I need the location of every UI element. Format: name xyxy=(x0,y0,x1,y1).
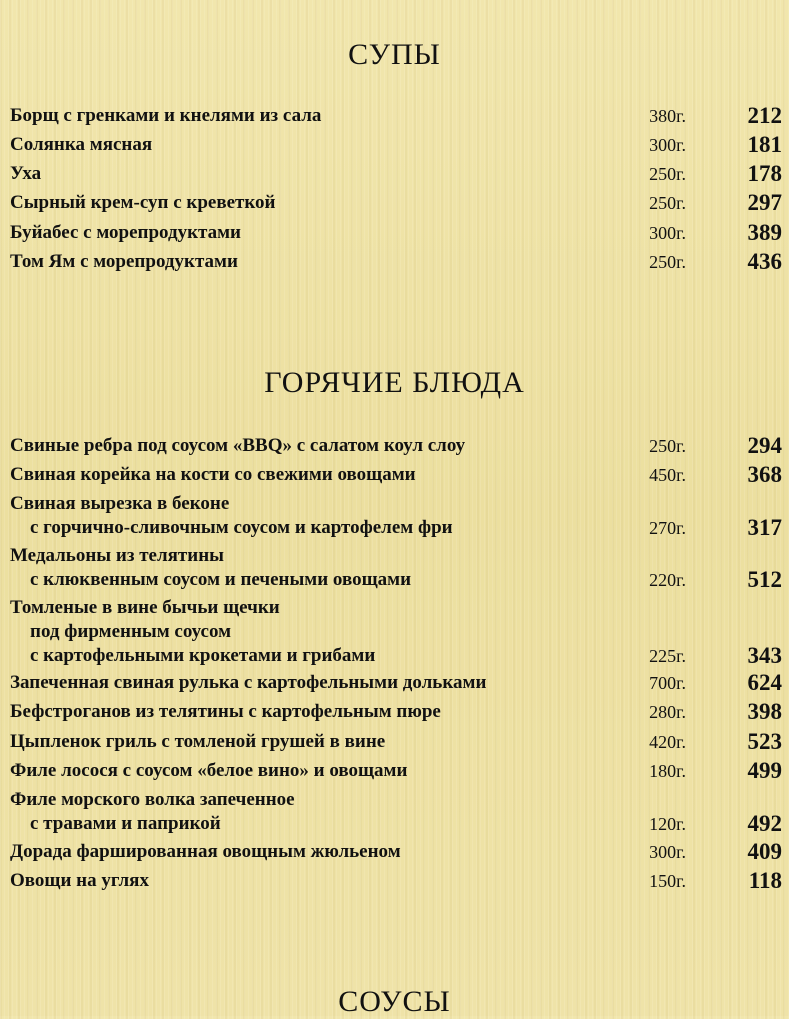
item-name: Солянка мясная xyxy=(10,134,153,155)
item-price: 499 xyxy=(747,758,782,783)
item-name-line-1: Свиная вырезка в беконе xyxy=(10,493,230,514)
item-price: 368 xyxy=(747,462,782,487)
item-name-line-2: под фирменным соусом xyxy=(30,621,232,642)
item-price: 343 xyxy=(747,643,782,668)
item-weight: 250г. xyxy=(649,436,686,456)
item-weight: 300г. xyxy=(649,135,686,155)
section-title-hot-dishes: ГОРЯЧИЕ БЛЮДА xyxy=(264,366,525,399)
item-price: 398 xyxy=(747,699,782,724)
item-price: 624 xyxy=(747,670,782,695)
item-weight: 225г. xyxy=(649,646,686,666)
item-price: 512 xyxy=(747,567,782,592)
menu-item xyxy=(10,463,782,487)
item-name: Том Ям с морепродуктами xyxy=(10,251,238,272)
menu-item xyxy=(10,544,782,592)
menu-item xyxy=(10,162,782,186)
item-price: 178 xyxy=(747,161,782,186)
menu-item xyxy=(10,434,782,458)
menu-item xyxy=(10,759,782,783)
item-name: Уха xyxy=(10,163,42,184)
item-name: Цыпленок гриль с томленой грушей в вине xyxy=(10,731,386,752)
item-name: Овощи на углях xyxy=(10,870,149,891)
item-name: Филе лосося с соусом «белое вино» и овощами xyxy=(10,760,408,781)
item-weight: 300г. xyxy=(649,223,686,243)
item-name-line-2: с клюквенным соусом и печеными овощами xyxy=(30,569,412,590)
item-name-line-2: с горчично-сливочным соусом и картофелем фри xyxy=(30,517,453,538)
item-weight: 420г. xyxy=(649,732,686,752)
menu-item xyxy=(10,104,782,128)
menu-item xyxy=(10,250,782,274)
item-weight: 150г. xyxy=(649,871,686,891)
item-weight: 180г. xyxy=(649,761,686,781)
menu-item xyxy=(10,492,782,540)
item-weight: 270г. xyxy=(649,518,686,538)
menu-item xyxy=(10,869,782,893)
menu-item xyxy=(10,730,782,754)
menu-item xyxy=(10,840,782,864)
item-price: 181 xyxy=(747,132,782,157)
menu-item xyxy=(10,788,782,836)
item-price: 436 xyxy=(747,249,782,274)
item-price: 409 xyxy=(747,839,782,864)
item-weight: 120г. xyxy=(649,814,686,834)
item-price: 297 xyxy=(747,190,782,215)
menu-item xyxy=(10,700,782,724)
item-name: Борщ с гренками и кнелями из сала xyxy=(10,105,322,126)
item-weight: 250г. xyxy=(649,193,686,213)
item-name: Свиные ребра под соусом «BBQ» с салатом коул слоу xyxy=(10,435,466,456)
menu-item xyxy=(10,671,782,695)
section-title-sauces: СОУСЫ xyxy=(338,985,451,1018)
item-weight: 700г. xyxy=(649,673,686,693)
section-title-soups: СУПЫ xyxy=(348,38,441,71)
item-name-line-1: Томленые в вине бычьи щечки xyxy=(10,597,280,618)
item-weight: 300г. xyxy=(649,842,686,862)
menu-item xyxy=(10,133,782,157)
item-name-line-1: Филе морского волка запеченное xyxy=(10,789,295,810)
item-name: Дорада фаршированная овощным жюльеном xyxy=(10,841,401,862)
item-price: 294 xyxy=(747,433,782,458)
item-price: 492 xyxy=(747,811,782,836)
menu-item xyxy=(10,191,782,215)
item-weight: 280г. xyxy=(649,702,686,722)
item-name-line-3: с картофельными крокетами и грибами xyxy=(30,645,376,666)
item-weight: 250г. xyxy=(649,252,686,272)
item-weight: 450г. xyxy=(649,465,686,485)
item-weight: 250г. xyxy=(649,164,686,184)
item-name: Бефстроганов из телятины с картофельным пюре xyxy=(10,701,441,722)
item-name: Буйабес с морепродуктами xyxy=(10,222,241,243)
item-price: 523 xyxy=(747,729,782,754)
item-price: 389 xyxy=(747,220,782,245)
item-weight: 220г. xyxy=(649,570,686,590)
item-name: Свиная корейка на кости со свежими овощами xyxy=(10,464,416,485)
menu-item xyxy=(10,221,782,245)
item-name-line-1: Медальоны из телятины xyxy=(10,545,224,566)
item-price: 212 xyxy=(747,103,782,128)
menu-item xyxy=(10,596,782,668)
item-price: 317 xyxy=(747,515,782,540)
item-price: 118 xyxy=(748,868,782,893)
item-name: Сырный крем-суп с креветкой xyxy=(10,192,276,213)
item-weight: 380г. xyxy=(649,106,686,126)
item-name-line-2: с травами и паприкой xyxy=(30,813,221,834)
item-name: Запеченная свиная рулька с картофельными дольками xyxy=(10,672,487,693)
